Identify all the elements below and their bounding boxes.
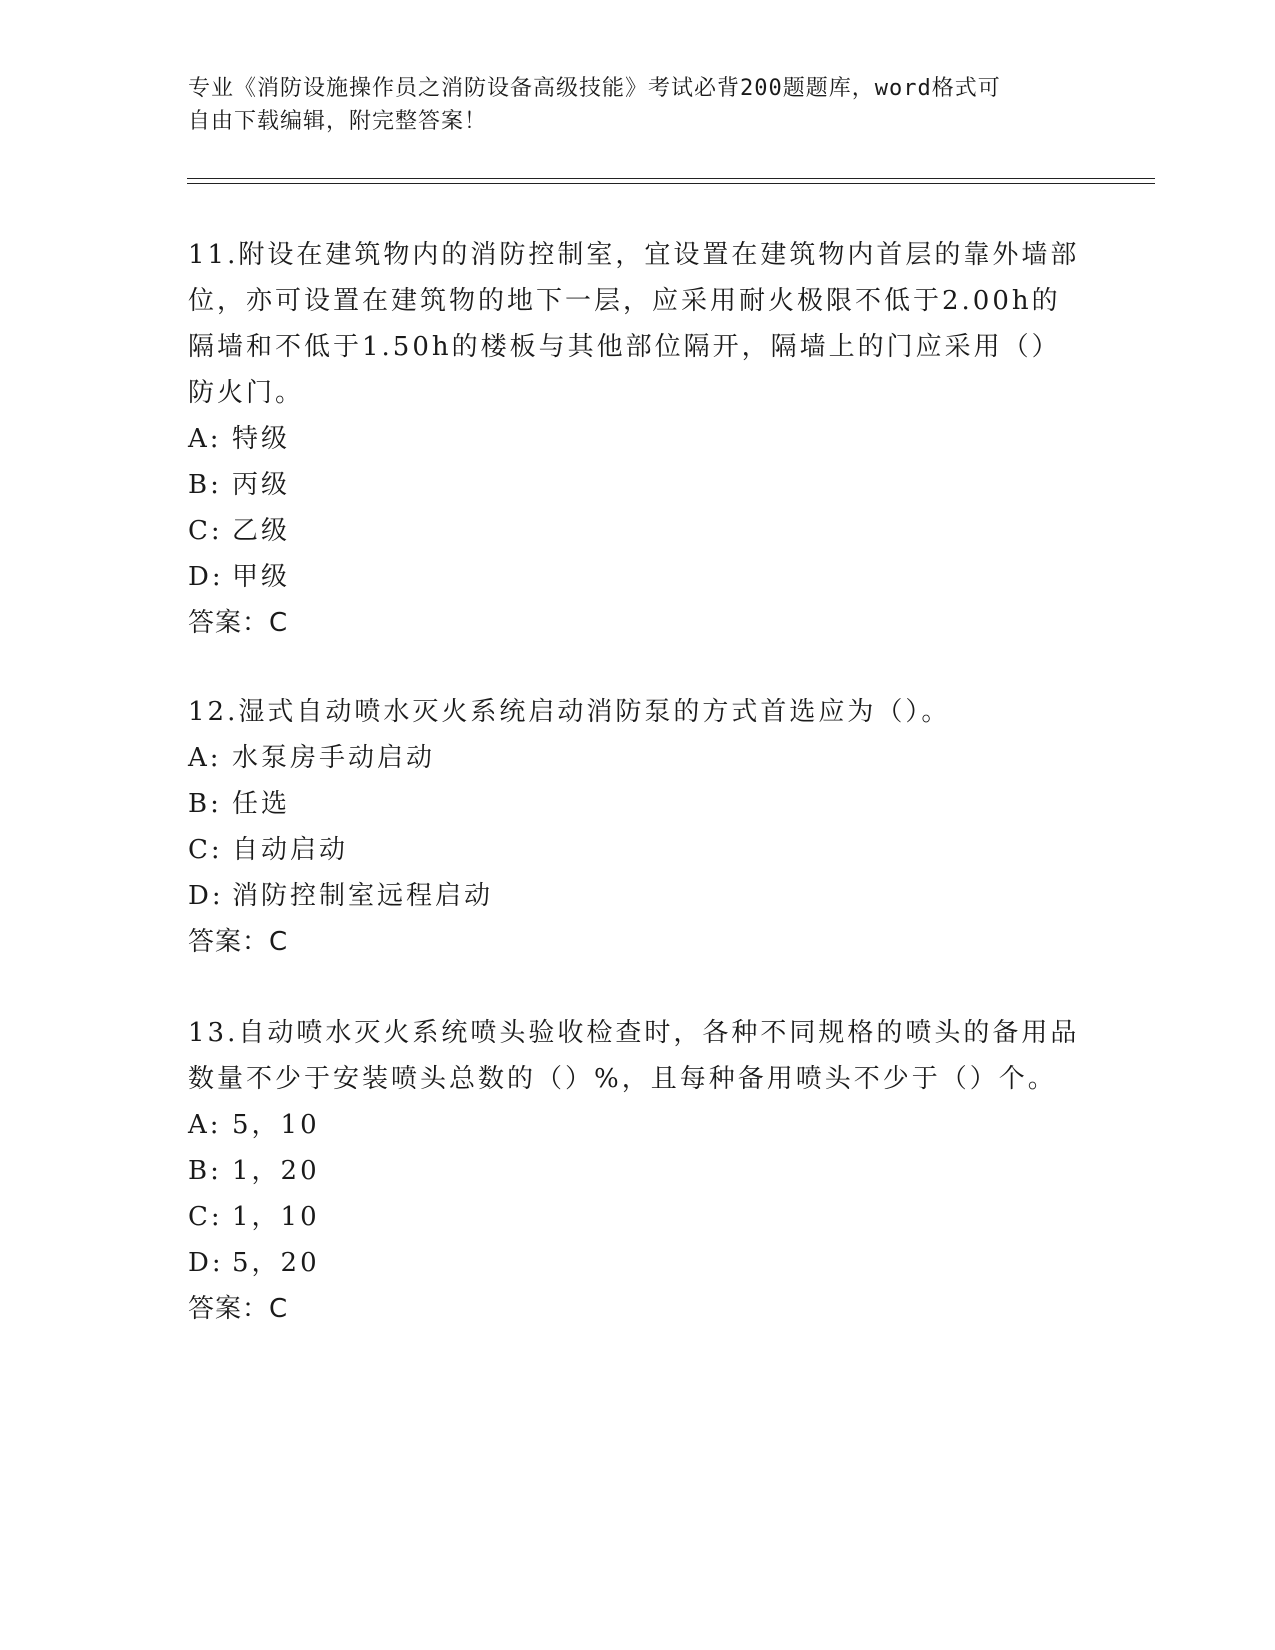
option-letter: A: bbox=[188, 1110, 222, 1140]
header-line-2: 自由下载编辑，附完整答案！ bbox=[188, 109, 488, 134]
option-d bbox=[188, 1240, 1088, 1286]
option-text: 任选 bbox=[232, 789, 291, 819]
option-text: 消防控制室远程启动 bbox=[232, 881, 494, 911]
option-text: 1，20 bbox=[232, 1156, 320, 1186]
option-letter: D: bbox=[188, 562, 224, 592]
option-c bbox=[188, 1194, 1088, 1240]
option-text: 特级 bbox=[232, 424, 291, 454]
option-c bbox=[188, 827, 1088, 873]
document-header bbox=[188, 72, 1088, 138]
option-a bbox=[188, 1102, 1088, 1148]
option-letter: D: bbox=[188, 881, 224, 911]
option-letter: B: bbox=[188, 1156, 222, 1186]
question-12 bbox=[188, 689, 1088, 965]
header-divider-bottom bbox=[187, 183, 1155, 184]
question-13 bbox=[188, 1010, 1088, 1332]
option-b bbox=[188, 781, 1088, 827]
option-letter: A: bbox=[188, 743, 222, 773]
question-stem: 13.自动喷水灭火系统喷头验收检查时，各种不同规格的喷头的备用品数量不少于安装喷头总数的（）%，且每种备用喷头不少于（）个。 bbox=[188, 1018, 1080, 1094]
option-text: 丙级 bbox=[232, 470, 291, 500]
option-text: 水泵房手动启动 bbox=[232, 743, 436, 773]
option-d bbox=[188, 554, 1088, 600]
answer-line: 答案：C bbox=[188, 608, 289, 638]
option-c bbox=[188, 508, 1088, 554]
option-letter: B: bbox=[188, 470, 222, 500]
answer-line: 答案：C bbox=[188, 927, 289, 957]
option-letter: C: bbox=[188, 835, 223, 865]
option-text: 5，20 bbox=[232, 1248, 320, 1278]
option-b bbox=[188, 462, 1088, 508]
header-divider-top bbox=[187, 178, 1155, 179]
question-11 bbox=[188, 232, 1088, 646]
option-letter: A: bbox=[188, 424, 222, 454]
option-letter: B: bbox=[188, 789, 222, 819]
option-text: 甲级 bbox=[232, 562, 291, 592]
question-stem: 12.湿式自动喷水灭火系统启动消防泵的方式首选应为（）。 bbox=[188, 697, 951, 727]
option-d bbox=[188, 873, 1088, 919]
header-line-1: 专业《消防设施操作员之消防设备高级技能》考试必背200题题库，word格式可 bbox=[188, 76, 1001, 101]
option-text: 5，10 bbox=[232, 1110, 320, 1140]
option-text: 乙级 bbox=[232, 516, 291, 546]
option-letter: C: bbox=[188, 1202, 223, 1232]
option-a bbox=[188, 416, 1088, 462]
option-letter: D: bbox=[188, 1248, 224, 1278]
question-stem: 11.附设在建筑物内的消防控制室，宜设置在建筑物内首层的靠外墙部位，亦可设置在建筑物的地下一层，应采用耐火极限不低于2.00h的隔墙和不低于1.50h的楼板与其他部位隔开，隔墙上的门应采用（）防火门。 bbox=[188, 240, 1080, 408]
option-a bbox=[188, 735, 1088, 781]
option-b bbox=[188, 1148, 1088, 1194]
option-letter: C: bbox=[188, 516, 223, 546]
answer-line: 答案：C bbox=[188, 1294, 289, 1324]
option-text: 1，10 bbox=[232, 1202, 320, 1232]
option-text: 自动启动 bbox=[232, 835, 349, 865]
